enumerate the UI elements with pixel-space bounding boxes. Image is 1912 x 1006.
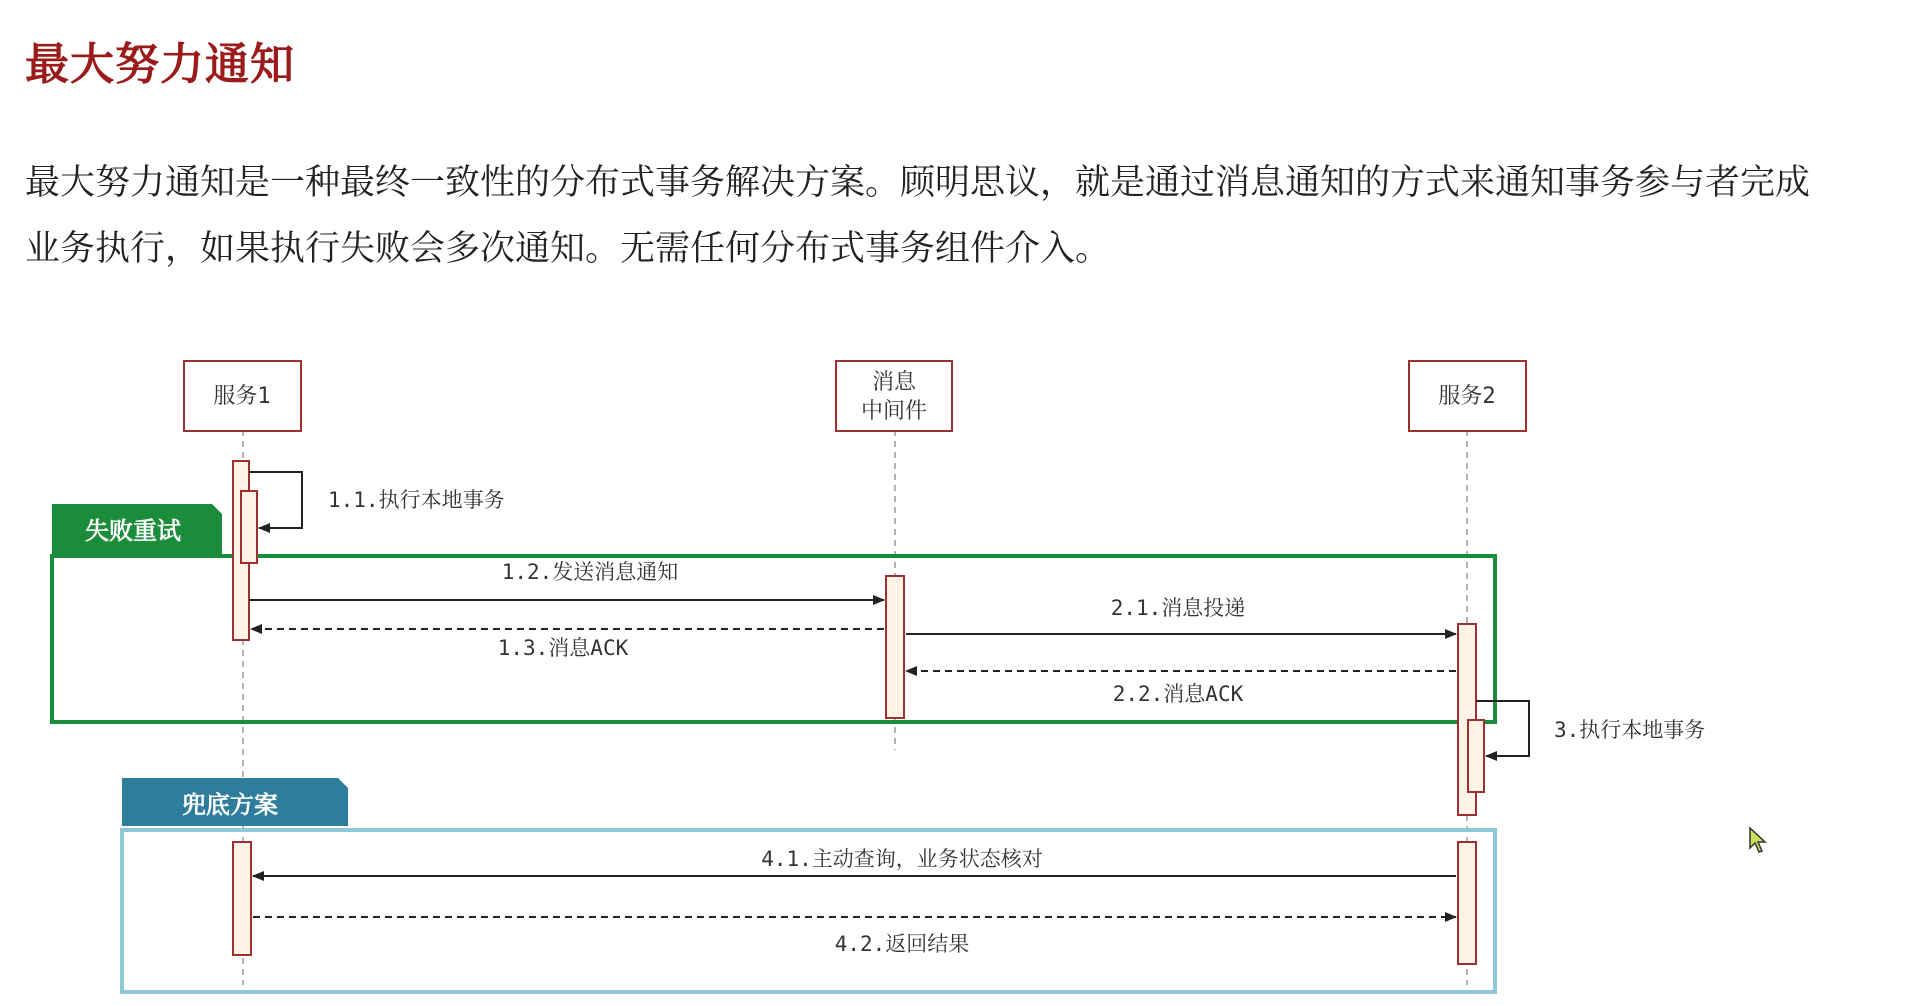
message-3-label: 3.执行本地事务 — [1554, 718, 1706, 742]
message-2-2-label: 2.2.消息ACK — [1112, 682, 1244, 706]
message-1-1-label: 1.1.执行本地事务 — [328, 488, 505, 512]
activation-service1-c — [233, 842, 251, 955]
intro-line-2: 业务执行，如果执行失败会多次通知。无需任何分布式事务组件介入。 — [25, 229, 1111, 269]
message-2-2 — [906, 671, 1456, 706]
message-1-1 — [249, 472, 505, 528]
participant-middleware-label-1: 消息 — [871, 370, 917, 395]
message-4-2 — [253, 917, 1456, 956]
message-1-2-label: 1.2.发送消息通知 — [501, 560, 679, 584]
participant-middleware-label-2: 中间件 — [860, 399, 928, 424]
message-1-3-label: 1.3.消息ACK — [497, 636, 629, 660]
message-2-1-label: 2.1.消息投递 — [1110, 596, 1246, 620]
group-fallback-label: 兜底方案 — [182, 791, 278, 819]
message-4-1 — [253, 847, 1456, 876]
group-retry — [52, 504, 1495, 722]
participant-service1-label: 服务1 — [213, 384, 271, 409]
activation-middleware — [886, 576, 904, 718]
intro-line-1: 最大努力通知是一种最终一致性的分布式事务解决方案。顾明思议，就是通过消息通知的方式来通知事务参与者完成 — [25, 163, 1811, 203]
group-fallback — [122, 778, 1495, 992]
group-retry-label: 失败重试 — [85, 517, 181, 545]
activation-service1-b — [241, 491, 257, 563]
message-1-3 — [251, 629, 884, 660]
participant-middleware — [836, 361, 952, 431]
participant-service2 — [1409, 361, 1526, 431]
message-4-2-label: 4.2.返回结果 — [834, 932, 970, 956]
participant-service2-label: 服务2 — [1438, 384, 1496, 409]
message-3 — [1476, 701, 1705, 756]
message-1-2 — [249, 560, 884, 600]
message-4-1-label: 4.1.主动查询，业务状态核对 — [761, 847, 1043, 871]
activation-service2-c — [1458, 842, 1476, 964]
participant-service1 — [184, 361, 301, 431]
mouse-cursor-icon — [1748, 826, 1770, 854]
page-title: 最大努力通知 — [25, 39, 295, 90]
activation-service2-b — [1468, 720, 1484, 792]
message-2-1 — [906, 596, 1456, 634]
